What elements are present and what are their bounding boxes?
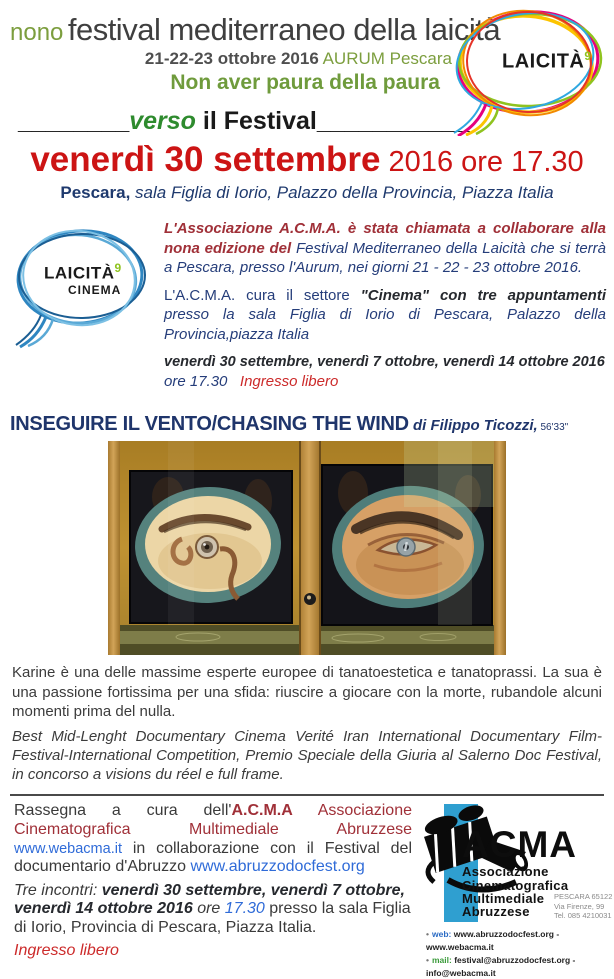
free-entry-label: Ingresso libero [239, 372, 339, 390]
film-duration: 56'33" [537, 422, 569, 434]
film-title: INSEGUIRE IL VENTO/CHASING THE WIND [10, 413, 409, 436]
title-main: festival mediterraneo della laicità [67, 12, 501, 47]
title-nono: nono [10, 19, 64, 46]
verso-word: verso [129, 107, 196, 135]
synopsis-paragraph: Karine è una delle massime esperte europee di tanatoestetica e tanatoprassi. La sua è una passione fortissima per una sfida: riuscire a giocare con la morte, rubandole alcuni momenti prima del nulla. [12, 664, 602, 720]
intro-paragraph-2 [164, 286, 606, 345]
footer-dates: venerdì 30 settembre, venerdì 7 ottobre, venerdì 14 ottobre 2016 [14, 881, 405, 918]
footer-tre-incontri: Tre incontri: [14, 881, 102, 899]
film-still-anatomical-eye-models [108, 441, 506, 655]
acma-address-city: PESCARA 65122 [554, 892, 613, 902]
bullet-icon: • [426, 954, 429, 965]
footer-venue: presso la sala Figlia di Iorio, Provincia di Pescara, Piazza Italia. [14, 900, 411, 936]
film-title-line [10, 413, 614, 436]
webacma-link[interactable]: www.webacma.it [14, 840, 122, 857]
intro-p2-lead: L'A.C.M.A. cura il settore [164, 286, 361, 304]
divider-line [10, 794, 604, 796]
verso-il-festival [18, 107, 468, 136]
event-location [0, 183, 614, 203]
awards-paragraph: Best Mid-Lenght Documentary Cinema Verité Iran International Documentary Film-Festival-International Competition, Premio Speciale della Giuria al Salerno Doc Festival, in concorso a visions du réel e full frame. [12, 727, 602, 784]
il-festival-word: il Festival [195, 107, 317, 135]
logo-laicita-text: LAICITÀ$^9$ [502, 49, 592, 73]
acma-line-3: Multimediale [462, 890, 545, 906]
intro-p1-navy: Festival Mediterraneo della Laicità che si terrà a Pescara, presso l'Aurum, nei giorni 21 - 22 - 23 ottobre 2016. [164, 239, 606, 276]
acma-address [554, 892, 612, 920]
footer-time: 17.30 [224, 900, 265, 918]
footer-text-block [14, 802, 412, 960]
mail-label: mail: [431, 954, 452, 965]
acma-wordmark: ACMA [462, 824, 577, 866]
cinema-logo-cinema-text: CINEMA [68, 283, 122, 297]
footer-p1-mid: in collaborazione con il Festival del documentario d'Abruzzo [14, 839, 412, 876]
intro-dates: venerdì 30 settembre, venerdì 7 ottobre, venerdì 14 ottobre 2016 [164, 354, 605, 370]
intro-p2-rest: presso la sala Figlia di Iorio di Pescara, Palazzo della Provincia,piazza Italia [164, 306, 606, 343]
acma-line-4: Abruzzese [462, 904, 530, 920]
cinema-logo-nine: 9 [114, 261, 122, 275]
event-city: Pescara, [60, 183, 131, 202]
footer-paragraph-2 [14, 882, 412, 938]
intro-p1-red: L'Associazione A.C.M.A. è stata chiamata a collaborare alla nona edizione del [164, 220, 606, 257]
event-date: venerdì 30 settembre [30, 140, 381, 179]
acma-association-name [462, 865, 568, 918]
abruzzodocfest-link[interactable]: www.abruzzodocfest.org [190, 858, 365, 876]
dates-venue: AURUM Pescara [318, 49, 452, 68]
intro-time: ore 17.30 [164, 372, 228, 390]
underscore-left: ________ [18, 107, 130, 135]
header [0, 0, 614, 95]
laicita-cinema-logo [8, 219, 154, 349]
acma-web-line [426, 928, 614, 954]
acma-contacts [426, 928, 614, 979]
event-venue: sala Figlia di Iorio, Palazzo della Provincia, Piazza Italia [130, 183, 554, 202]
acma-line-2: Cinematografica [462, 877, 569, 893]
underscore-right: ___________ [316, 107, 470, 135]
film-director: di Filippo Ticozzi, [408, 417, 538, 435]
footer-section [14, 802, 613, 978]
footer-p1-lead: Rassegna a cura dell' [14, 802, 232, 820]
acma-logo-block [418, 802, 614, 978]
event-time: 2016 ore 17.30 [380, 146, 584, 178]
festival-tagline: Non aver paura della paura [170, 71, 440, 94]
bullet-icon: • [426, 929, 429, 940]
web-label: web: [431, 929, 452, 940]
laicita-festival-logo [440, 2, 612, 136]
footer-acma-name: A.C.M.A [231, 802, 293, 820]
footer-free-entry: Ingresso libero [14, 942, 119, 960]
film-description [12, 663, 602, 784]
dates-dark: 21-22-23 ottobre 2016 [144, 49, 319, 68]
acma-address-street: Via Firenze, 99 [554, 901, 605, 911]
event-heading [0, 140, 614, 180]
acma-mail-addresses[interactable]: festival@abruzzodocfest.org - info@webacma.it [426, 954, 576, 978]
footer-acma-fullname: Associazione Cinematografica Multimediale Abruzzese [14, 802, 412, 839]
footer-paragraph-1 [14, 802, 412, 876]
footer-ore: ore [197, 900, 225, 918]
intro-text-block [164, 219, 606, 399]
acma-mail-line [426, 954, 614, 979]
keyhole-icon [304, 593, 316, 605]
acma-address-phone: Tel. 085 4210031 [554, 911, 612, 921]
intro-paragraph-1 [164, 219, 606, 278]
acma-line-1: Associazione [462, 864, 549, 880]
intro-p2-cinema: "Cinema" con tre appuntamenti [360, 286, 606, 304]
acma-web-urls[interactable]: www.abruzzodocfest.org - www.webacma.it [426, 929, 560, 953]
acma-intro-section [8, 219, 606, 399]
footer-paragraph-3 [14, 942, 412, 961]
intro-paragraph-3 [164, 352, 606, 391]
cinema-logo-laicita-text: LAICITÀ$^9$ [44, 261, 122, 283]
logo-nine: 9 [584, 49, 592, 63]
